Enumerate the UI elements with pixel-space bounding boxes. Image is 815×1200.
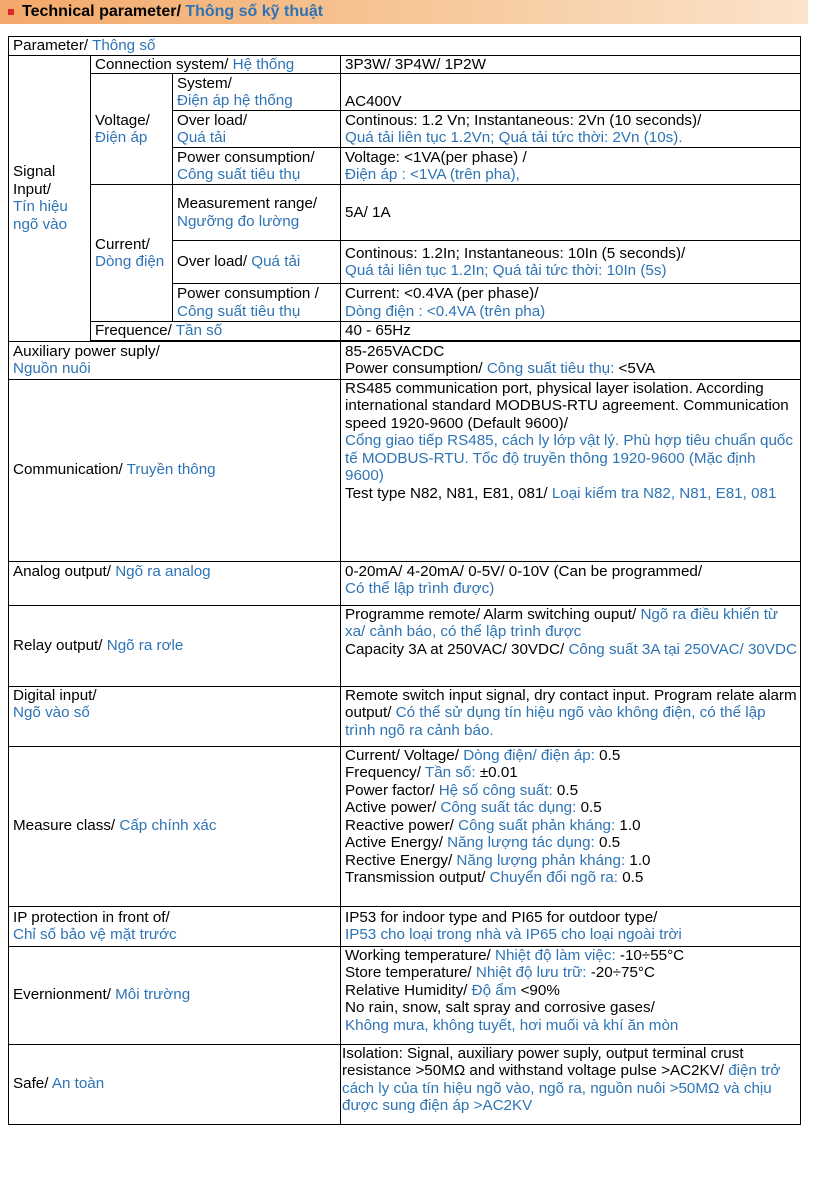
table-row <box>9 37 801 56</box>
parameter-table <box>8 36 801 1125</box>
voltage-system-label: System/ Điện áp hệ thống <box>173 74 341 111</box>
relay-label: Relay output/ Ngõ ra rơle <box>9 605 341 686</box>
section-header <box>0 0 808 24</box>
current-range-label: Measurement range/ Ngưỡng đo lường <box>173 185 341 241</box>
connection-value: 3P3W/ 3P4W/ 1P2W <box>341 55 801 74</box>
table-row <box>9 185 801 241</box>
measure-value <box>341 746 801 906</box>
list-item: Rective Energy/ Năng lượng phản kháng: 1.0 <box>345 851 651 869</box>
current-label: Current/ Dòng điện <box>91 185 173 322</box>
voltage-overload-label: Over load/ Quá tải <box>173 111 341 148</box>
list-item: Power factor/ Hệ số công suất: 0.5 <box>345 781 579 799</box>
current-range-value: 5A/ 1A <box>341 185 801 241</box>
table-row <box>9 561 801 605</box>
aux-label: Auxiliary power suply/ Nguồn nuôi <box>9 341 341 379</box>
table-row <box>9 379 801 561</box>
table-row <box>9 322 801 341</box>
voltage-system-value: AC400V <box>341 74 801 111</box>
digital-label: Digital input/ Ngõ vào số <box>9 686 341 746</box>
table-row <box>9 1044 801 1124</box>
voltage-overload-value: Continous: 1.2 Vn; Instantaneous: 2Vn (10 seconds)/ Quá tải liên tục 1.2Vn; Quá tải tức thời: 2Vn (10s). <box>341 111 801 148</box>
bullet-icon <box>8 9 14 15</box>
list-item: Active power/ Công suất tác dụng: 0.5 <box>345 799 602 816</box>
aux-value: 85-265VACDC Power consumption/ Công suất tiêu thụ: <5VA <box>341 341 801 379</box>
frequence-value: 40 - 65Hz <box>341 322 801 341</box>
parameter-header: Parameter/ Thông số <box>9 37 801 56</box>
ip-value: IP53 for indoor type and PI65 for outdoor type/ IP53 cho loại trong nhà và IP65 cho loại ngoài trời <box>341 906 801 946</box>
table-row <box>9 906 801 946</box>
analog-label: Analog output/ Ngõ ra analog <box>9 561 341 605</box>
safe-label: Safe/ An toàn <box>9 1044 341 1124</box>
list-item: Frequency/ Tần số: ±0.01 <box>345 764 518 781</box>
list-item: Current/ Voltage/ Dòng điện/ điện áp: 0.5 <box>345 746 621 764</box>
table-row <box>9 341 801 379</box>
communication-value: RS485 communication port, physical layer isolation. According international standard MODBUS-RTU agreement. Communication speed 1920-9600 (Default 9600)/ Cổng giao tiếp RS485, cách ly lớp vật lý. Phù hợp tiêu chuẩn quốc tế MODBUS-RTU. Tốc độ truyền thông 1920-9600 (Mặc định 9600) Test type N82, N81, E81, 081/ Loại kiểm tra N82, N81, E81, 081 <box>341 379 801 561</box>
frequence-label: Frequence/ Tần số <box>91 322 341 341</box>
current-power-value: Current: <0.4VA (per phase)/ Dòng điện : <0.4VA (trên pha) <box>341 284 801 322</box>
table-row <box>9 686 801 746</box>
safe-value: Isolation: Signal, auxiliary power suply, output terminal crust resistance >50MΩ and withstand voltage pulse >AC2KV/ điện trở cách ly của tín hiệu ngõ vào, ngõ ra, nguồn nuôi >50MΩ và chịu được sung điện áp >AC2KV <box>341 1044 801 1124</box>
table-row <box>9 605 801 686</box>
table-row <box>9 74 801 111</box>
current-overload-label: Over load/ Quá tải <box>173 241 341 284</box>
list-item: Active Energy/ Năng lượng tác dụng: 0.5 <box>345 834 621 851</box>
voltage-power-label: Power consumption/ Công suất tiêu thụ <box>173 148 341 185</box>
connection-label: Connection system/ Hệ thống <box>91 55 341 74</box>
table-row <box>9 746 801 906</box>
environment-label: Evernionment/ Môi trường <box>9 946 341 1044</box>
list-item: Transmission output/ Chuyển đổi ngõ ra: 0.5 <box>345 869 644 886</box>
table-row <box>9 946 801 1044</box>
analog-value: 0-20mA/ 4-20mA/ 0-5V/ 0-10V (Can be programmed/ Có thể lập trình được) <box>341 561 801 605</box>
ip-label: IP protection in front of/ Chỉ số bảo vệ mặt trước <box>9 906 341 946</box>
environment-value: Working temperature/ Nhiệt độ làm việc: -10÷55°C Store temperature/ Nhiệt độ lưu trữ: -20÷75°C Relative Humidity/ Độ ẩm <90% No rain, snow, salt spray and corrosive gases/ Không mưa, không tuyết, hơi muối và khí ăn mòn <box>341 946 801 1044</box>
voltage-power-value: Voltage: <1VA(per phase) / Điện áp : <1VA (trên pha), <box>341 148 801 185</box>
relay-value: Programme remote/ Alarm switching ouput/ Ngõ ra điều khiển từ xa/ cảnh báo, có thể lập trình được Capacity 3A at 250VAC/ 30VDC/ Công suất 3A tại 250VAC/ 30VDC <box>341 605 801 686</box>
current-power-label: Power consumption / Công suất tiêu thụ <box>173 284 341 322</box>
table-row <box>9 55 801 74</box>
measure-label: Measure class/ Cấp chính xác <box>9 746 341 906</box>
voltage-label: Voltage/ Điện áp <box>91 74 173 185</box>
signal-input-label: Signal Input/ Tín hiệu ngõ vào <box>9 55 91 341</box>
communication-label: Communication/ Truyền thông <box>9 379 341 561</box>
current-overload-value: Continous: 1.2In; Instantaneous: 10In (5 seconds)/ Quá tải liên tục 1.2In; Quá tải tức thời: 10In (5s) <box>341 241 801 284</box>
section-title: Technical parameter/ Thông số kỹ thuật <box>22 3 324 20</box>
list-item: Reactive power/ Công suất phản kháng: 1.0 <box>345 816 641 834</box>
digital-value: Remote switch input signal, dry contact input. Program relate alarm output/ Có thể sử dụng tín hiệu ngõ vào không điện, có thể lập trình ngõ ra cảnh báo. <box>341 686 801 746</box>
